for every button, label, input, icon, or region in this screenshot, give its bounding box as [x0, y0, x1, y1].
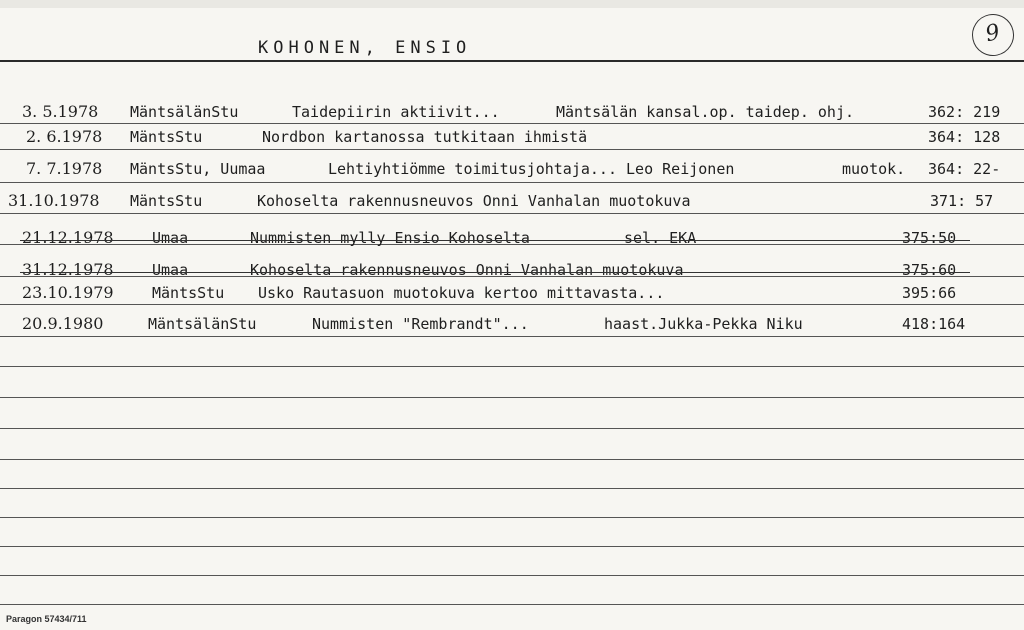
- entry-note: Mäntsälän kansal.op. taidep. ohj.: [556, 103, 855, 121]
- entry-row: [0, 313, 1024, 337]
- entry-source: MäntsStu: [130, 128, 203, 146]
- card-top-edge: [0, 0, 1024, 8]
- ruled-line: [0, 488, 1024, 489]
- entry-title: Usko Rautasuon muotokuva kertoo mittavasta...: [258, 284, 665, 302]
- entry-source: MäntsStu: [152, 284, 225, 302]
- entry-note: muotok.: [842, 160, 906, 178]
- entry-date: 2. 6.1978: [26, 127, 103, 146]
- entry-row: [0, 126, 1024, 150]
- entry-row: [0, 158, 1024, 182]
- card-number-stamp: 9: [968, 10, 1018, 60]
- ruled-line: [0, 182, 1024, 183]
- entry-row: [0, 101, 1024, 125]
- entry-source: Umaa: [152, 229, 189, 247]
- entry-title: Nummisten "Rembrandt"...: [312, 315, 529, 333]
- entry-row: [0, 190, 1024, 214]
- entry-note: haast.Jukka-Pekka Niku: [604, 315, 803, 333]
- entry-ref: 418:164: [902, 315, 966, 333]
- ruled-line: [0, 397, 1024, 398]
- entry-title: Kohoselta rakennusneuvos Onni Vanhalan muotokuva: [257, 192, 691, 210]
- entry-source: Umaa: [152, 261, 189, 279]
- entry-title: Lehtiyhtiömme toimitusjohtaja... Leo Reijonen: [328, 160, 735, 178]
- entry-date: 3. 5.1978: [22, 102, 99, 121]
- entry-title: Nummisten mylly Ensio Kohoselta: [250, 229, 530, 247]
- entry-row: [0, 259, 1024, 283]
- ruled-line: [0, 604, 1024, 605]
- ruled-line: [0, 575, 1024, 576]
- entry-ref: 375:60: [902, 261, 957, 279]
- entry-ref: 364: 128: [928, 128, 1001, 146]
- entry-ref: 364: 22-: [928, 160, 1001, 178]
- entry-date: 31.10.1978: [8, 191, 100, 210]
- entry-note: sel. EKA: [624, 229, 697, 247]
- entry-source: MäntsälänStu: [148, 315, 257, 333]
- entry-row: [0, 282, 1024, 306]
- ruled-line: [0, 428, 1024, 429]
- entry-ref: 395:66: [902, 284, 957, 302]
- entry-date: 21.12.1978: [22, 228, 114, 247]
- entry-date: 7. 7.1978: [26, 159, 103, 178]
- ruled-line: [0, 546, 1024, 547]
- entry-date: 31.12.1978: [22, 260, 114, 279]
- card-heading: KOHONEN, ENSIO: [258, 38, 472, 58]
- entry-title: Nordbon kartanossa tutkitaan ihmistä: [262, 128, 588, 146]
- entry-date: 23.10.1979: [22, 283, 114, 302]
- printer-mark: Paragon 57434/711: [6, 614, 87, 624]
- entry-title: Kohoselta rakennusneuvos Onni Vanhalan muotokuva: [250, 261, 684, 279]
- entry-ref: 371: 57: [930, 192, 994, 210]
- entry-ref: 375:50: [902, 229, 957, 247]
- entry-date: 20.9.1980: [22, 314, 104, 333]
- ruled-line: [0, 366, 1024, 367]
- entry-title: Taidepiirin aktiivit...: [292, 103, 500, 121]
- entry-row: [0, 227, 1024, 251]
- entry-source: MäntsälänStu: [130, 103, 239, 121]
- ruled-line: [0, 517, 1024, 518]
- strike-through: [20, 272, 970, 273]
- entry-ref: 362: 219: [928, 103, 1001, 121]
- entry-source: MäntsStu: [130, 192, 203, 210]
- heading-rule: [0, 60, 1024, 62]
- strike-through: [20, 240, 970, 241]
- entry-source: MäntsStu, Uumaa: [130, 160, 266, 178]
- ruled-line: [0, 459, 1024, 460]
